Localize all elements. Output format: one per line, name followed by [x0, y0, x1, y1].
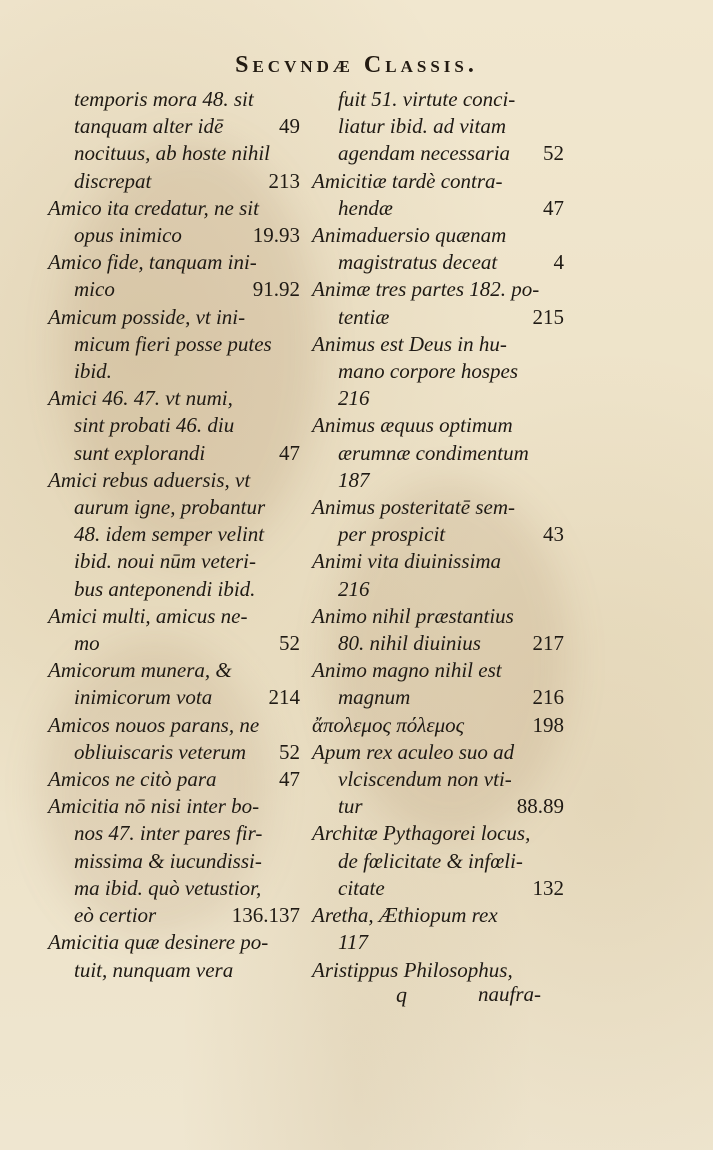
index-entry-text: Amici 46. 47. vt numi, — [48, 386, 233, 411]
index-entry-text: ibid. — [74, 359, 112, 384]
index-entry-text: Architæ Pythagorei locus, — [312, 821, 531, 846]
index-line — [48, 630, 300, 657]
index-line — [312, 820, 564, 847]
index-line — [48, 929, 300, 956]
index-entry-text: vlciscendum non vti- — [338, 767, 512, 792]
index-line — [312, 766, 564, 793]
index-line — [312, 548, 564, 575]
index-entry-text: Amicos ne citò para — [48, 767, 217, 792]
index-entry-text: Aristippus Philosophus, — [312, 957, 513, 982]
index-entry-text: Amici multi, amicus ne- — [48, 603, 248, 628]
index-line — [48, 331, 300, 358]
index-line — [312, 684, 564, 711]
index-entry-text: bus anteponendi ibid. — [74, 576, 256, 601]
index-line — [312, 113, 564, 140]
index-entry-text: tuit, nunquam vera — [74, 957, 234, 982]
index-line — [48, 494, 300, 521]
page-reference: 91.92 — [252, 277, 300, 302]
index-line — [312, 412, 564, 439]
index-line — [48, 358, 300, 385]
index-entry-text: Animus æquus optimum — [312, 413, 513, 438]
index-entry-text: Animo magno nihil est — [312, 658, 502, 683]
index-entry-text: mo — [74, 631, 100, 656]
index-entry-text: Amicitia nō nisi inter bo- — [48, 794, 260, 819]
index-entry-text: ibid. noui nūm veteri- — [74, 549, 256, 574]
index-line — [312, 249, 564, 276]
index-entry-text: sunt explorandi — [74, 440, 206, 465]
index-line — [312, 957, 564, 984]
index-entry-text: 216 — [338, 386, 370, 411]
index-entry-text: agendam necessaria — [338, 141, 511, 166]
index-entry-text: Amicum posside, vt ini- — [48, 304, 246, 329]
index-line — [312, 304, 564, 331]
index-line — [312, 712, 564, 739]
page-reference: 47 — [279, 440, 300, 465]
index-entry-text: Aretha, Æthiopum rex — [312, 903, 498, 928]
index-line — [48, 113, 300, 140]
index-line — [312, 929, 564, 956]
page-reference: 214 — [268, 685, 300, 710]
page-reference: 4 — [553, 250, 564, 275]
page-reference: 216 — [532, 685, 564, 710]
index-line — [48, 576, 300, 603]
index-line — [312, 467, 564, 494]
index-entry-text: 216 — [338, 576, 370, 601]
signature-mark: q — [396, 982, 407, 1007]
index-entry-text: discrepat — [74, 168, 152, 193]
index-entry-text: 48. idem semper velint — [74, 522, 265, 547]
index-entry-text: temporis mora 48. sit — [74, 87, 254, 111]
index-line — [312, 603, 564, 630]
page-reference: 49 — [279, 114, 300, 139]
index-entry-text: obliuiscaris veterum — [74, 739, 247, 764]
index-line — [312, 331, 564, 358]
index-line — [48, 766, 300, 793]
index-line — [312, 168, 564, 195]
page-reference: 47 — [279, 767, 300, 792]
index-line — [312, 195, 564, 222]
page-reference: 52 — [543, 141, 564, 166]
page-reference: 132 — [532, 875, 564, 900]
index-line — [312, 902, 564, 929]
index-line — [312, 358, 564, 385]
index-entry-text: 187 — [338, 467, 370, 492]
index-line — [312, 848, 564, 875]
index-line — [48, 820, 300, 847]
index-line — [48, 276, 300, 303]
index-entry-text: tanquam alter idē — [74, 114, 224, 139]
index-entry-text: per prospicit — [338, 522, 446, 547]
index-line — [312, 385, 564, 412]
index-column-left — [48, 86, 300, 984]
index-line — [48, 249, 300, 276]
index-line — [48, 603, 300, 630]
index-entry-text: mano corpore hospes — [338, 359, 519, 384]
index-entry-text: hendæ — [338, 195, 393, 220]
index-line — [48, 793, 300, 820]
index-line — [48, 195, 300, 222]
index-line — [312, 657, 564, 684]
index-line — [312, 630, 564, 657]
index-entry-text: nos 47. inter pares fir- — [74, 821, 263, 846]
page-reference: 198 — [532, 712, 564, 737]
index-entry-text: Amicitiæ tardè contra- — [312, 168, 503, 193]
index-column-right — [312, 86, 564, 984]
index-entry-text: 117 — [338, 930, 368, 955]
index-line — [48, 385, 300, 412]
index-line — [48, 412, 300, 439]
index-entry-text: Amicorum munera, & — [48, 658, 232, 683]
page-reference: 43 — [543, 522, 564, 547]
index-line — [312, 521, 564, 548]
index-line — [312, 793, 564, 820]
index-line — [48, 222, 300, 249]
index-entry-text: nocituus, ab hoste nihil — [74, 141, 270, 166]
index-entry-text: citate — [338, 875, 385, 900]
index-line — [48, 875, 300, 902]
page-reference: 52 — [279, 631, 300, 656]
page-reference: 47 — [543, 195, 564, 220]
index-entry-text: Amici rebus aduersis, vt — [48, 467, 251, 492]
index-entry-text: ma ibid. quò vetustior, — [74, 875, 262, 900]
index-entry-text: magnum — [338, 685, 411, 710]
page-reference: 88.89 — [516, 794, 564, 819]
index-line — [48, 140, 300, 167]
index-line — [48, 848, 300, 875]
page-reference: 215 — [532, 304, 564, 329]
index-entry-text: tentiæ — [338, 304, 390, 329]
index-entry-text: Apum rex aculeo suo ad — [312, 739, 515, 764]
index-entry-text: ἄπολεμος πόλεμος — [312, 712, 465, 737]
index-entry-text: sint probati 46. diu — [74, 413, 235, 438]
index-line — [48, 440, 300, 467]
index-line — [48, 739, 300, 766]
page-reference: 52 — [279, 739, 300, 764]
index-entry-text: mico — [74, 277, 115, 302]
index-entry-text: fuit 51. virtute conci- — [338, 87, 516, 111]
index-entry-text: Amicitia quæ desinere po- — [48, 930, 269, 955]
index-entry-text: tur — [338, 794, 363, 819]
index-entry-text: Animus est Deus in hu- — [312, 331, 507, 356]
index-line — [312, 222, 564, 249]
index-line — [48, 304, 300, 331]
index-line — [48, 467, 300, 494]
index-line — [48, 712, 300, 739]
index-line — [312, 140, 564, 167]
index-entry-text: missima & iucundissi- — [74, 848, 262, 873]
index-entry-text: inimicorum vota — [74, 685, 213, 710]
index-line — [312, 494, 564, 521]
index-entry-text: Animæ tres partes 182. po- — [312, 277, 540, 302]
index-entry-text: opus inimico — [74, 223, 182, 248]
page-reference: 19.93 — [252, 223, 300, 248]
index-entry-text: liatur ibid. ad vitam — [338, 114, 506, 139]
page-reference: 213 — [268, 168, 300, 193]
index-entry-text: aurum igne, probantur — [74, 495, 266, 520]
index-line — [312, 739, 564, 766]
index-entry-text: 80. nihil diuinius — [338, 631, 481, 656]
index-line — [48, 657, 300, 684]
index-line — [48, 548, 300, 575]
running-head: Secvndæ Classis. — [235, 52, 478, 78]
index-entry-text: Amico fide, tanquam ini- — [48, 250, 257, 275]
index-entry-text: Animus posteritatē sem- — [312, 495, 515, 520]
index-line — [48, 684, 300, 711]
index-line — [312, 276, 564, 303]
page-reference: 136.137 — [231, 903, 300, 928]
index-entry-text: Amico ita credatur, ne sit — [48, 195, 259, 220]
index-entry-text: micum fieri posse putes — [74, 331, 272, 356]
index-entry-text: eò certior — [74, 903, 157, 928]
index-entry-text: Animo nihil præstantius — [312, 603, 514, 628]
index-line — [312, 875, 564, 902]
index-line — [312, 440, 564, 467]
page-reference: 217 — [532, 631, 564, 656]
index-line — [48, 957, 300, 984]
index-entry-text: Amicos nouos parans, ne — [48, 712, 260, 737]
index-entry-text: de fœlicitate & infœli- — [338, 848, 523, 873]
index-line — [48, 168, 300, 195]
index-line — [312, 86, 564, 113]
index-line — [48, 521, 300, 548]
index-entry-text: Animaduersio quænam — [312, 223, 507, 248]
catchword: naufra- — [478, 982, 541, 1006]
index-entry-text: magistratus deceat — [338, 250, 498, 275]
index-entry-text: Animi vita diuinissima — [312, 549, 501, 574]
index-line — [48, 86, 300, 113]
index-line — [312, 576, 564, 603]
index-entry-text: ærumnæ condimentum — [338, 440, 529, 465]
index-line — [48, 902, 300, 929]
